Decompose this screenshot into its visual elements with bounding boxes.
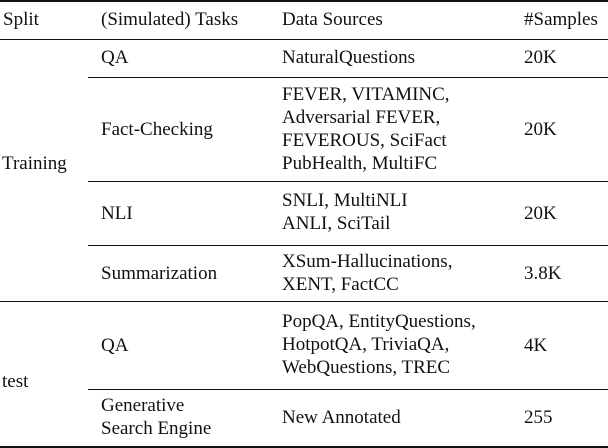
top-rule bbox=[0, 0, 608, 2]
source-line: XENT, FactCC bbox=[282, 274, 399, 295]
samples-cell: 20K bbox=[524, 119, 557, 140]
task-cell bbox=[101, 394, 211, 440]
task-cell: NLI bbox=[101, 203, 133, 224]
sources-cell bbox=[282, 310, 476, 379]
sources-cell bbox=[282, 83, 450, 175]
task-cell: Fact-Checking bbox=[101, 119, 213, 140]
sources-cell bbox=[282, 250, 452, 296]
samples-cell: 20K bbox=[524, 203, 557, 224]
source-line: FEVER, VITAMINC, bbox=[282, 84, 450, 105]
task-cell: Summarization bbox=[101, 263, 218, 284]
source-line: PubHealth, MultiFC bbox=[282, 153, 438, 174]
source-line: ANLI, SciTail bbox=[282, 213, 391, 234]
source-line: HotpotQA, TriviaQA, bbox=[282, 334, 450, 355]
source-line: XSum-Hallucinations, bbox=[282, 251, 453, 272]
task-cell: QA bbox=[101, 47, 129, 68]
sources-cell: New Annotated bbox=[282, 407, 401, 428]
samples-cell: 3.8K bbox=[524, 263, 562, 284]
row-divider bbox=[88, 181, 608, 182]
group-divider bbox=[0, 301, 608, 302]
source-line: WebQuestions, TREC bbox=[282, 357, 451, 378]
header-rule bbox=[0, 39, 608, 40]
sources-cell: NaturalQuestions bbox=[282, 47, 415, 68]
row-divider bbox=[88, 77, 608, 78]
task-line: Search Engine bbox=[101, 418, 212, 439]
split-label-training: Training bbox=[2, 153, 67, 174]
samples-cell: 4K bbox=[524, 335, 548, 356]
samples-cell: 20K bbox=[524, 47, 557, 68]
row-divider bbox=[88, 245, 608, 246]
header-tasks: (Simulated) Tasks bbox=[101, 9, 239, 30]
source-line: PopQA, EntityQuestions, bbox=[282, 311, 476, 332]
source-line: SNLI, MultiNLI bbox=[282, 190, 408, 211]
header-split: Split bbox=[3, 9, 39, 30]
source-line: FEVEROUS, SciFact bbox=[282, 130, 447, 151]
sources-cell bbox=[282, 189, 408, 235]
samples-cell: 255 bbox=[524, 407, 553, 428]
split-label-test: test bbox=[2, 371, 29, 392]
header-sources: Data Sources bbox=[282, 9, 383, 30]
row-divider bbox=[88, 389, 608, 390]
header-samples: #Samples bbox=[524, 9, 598, 30]
source-line: Adversarial FEVER, bbox=[282, 107, 441, 128]
task-cell: QA bbox=[101, 335, 129, 356]
task-line: Generative bbox=[101, 395, 185, 416]
